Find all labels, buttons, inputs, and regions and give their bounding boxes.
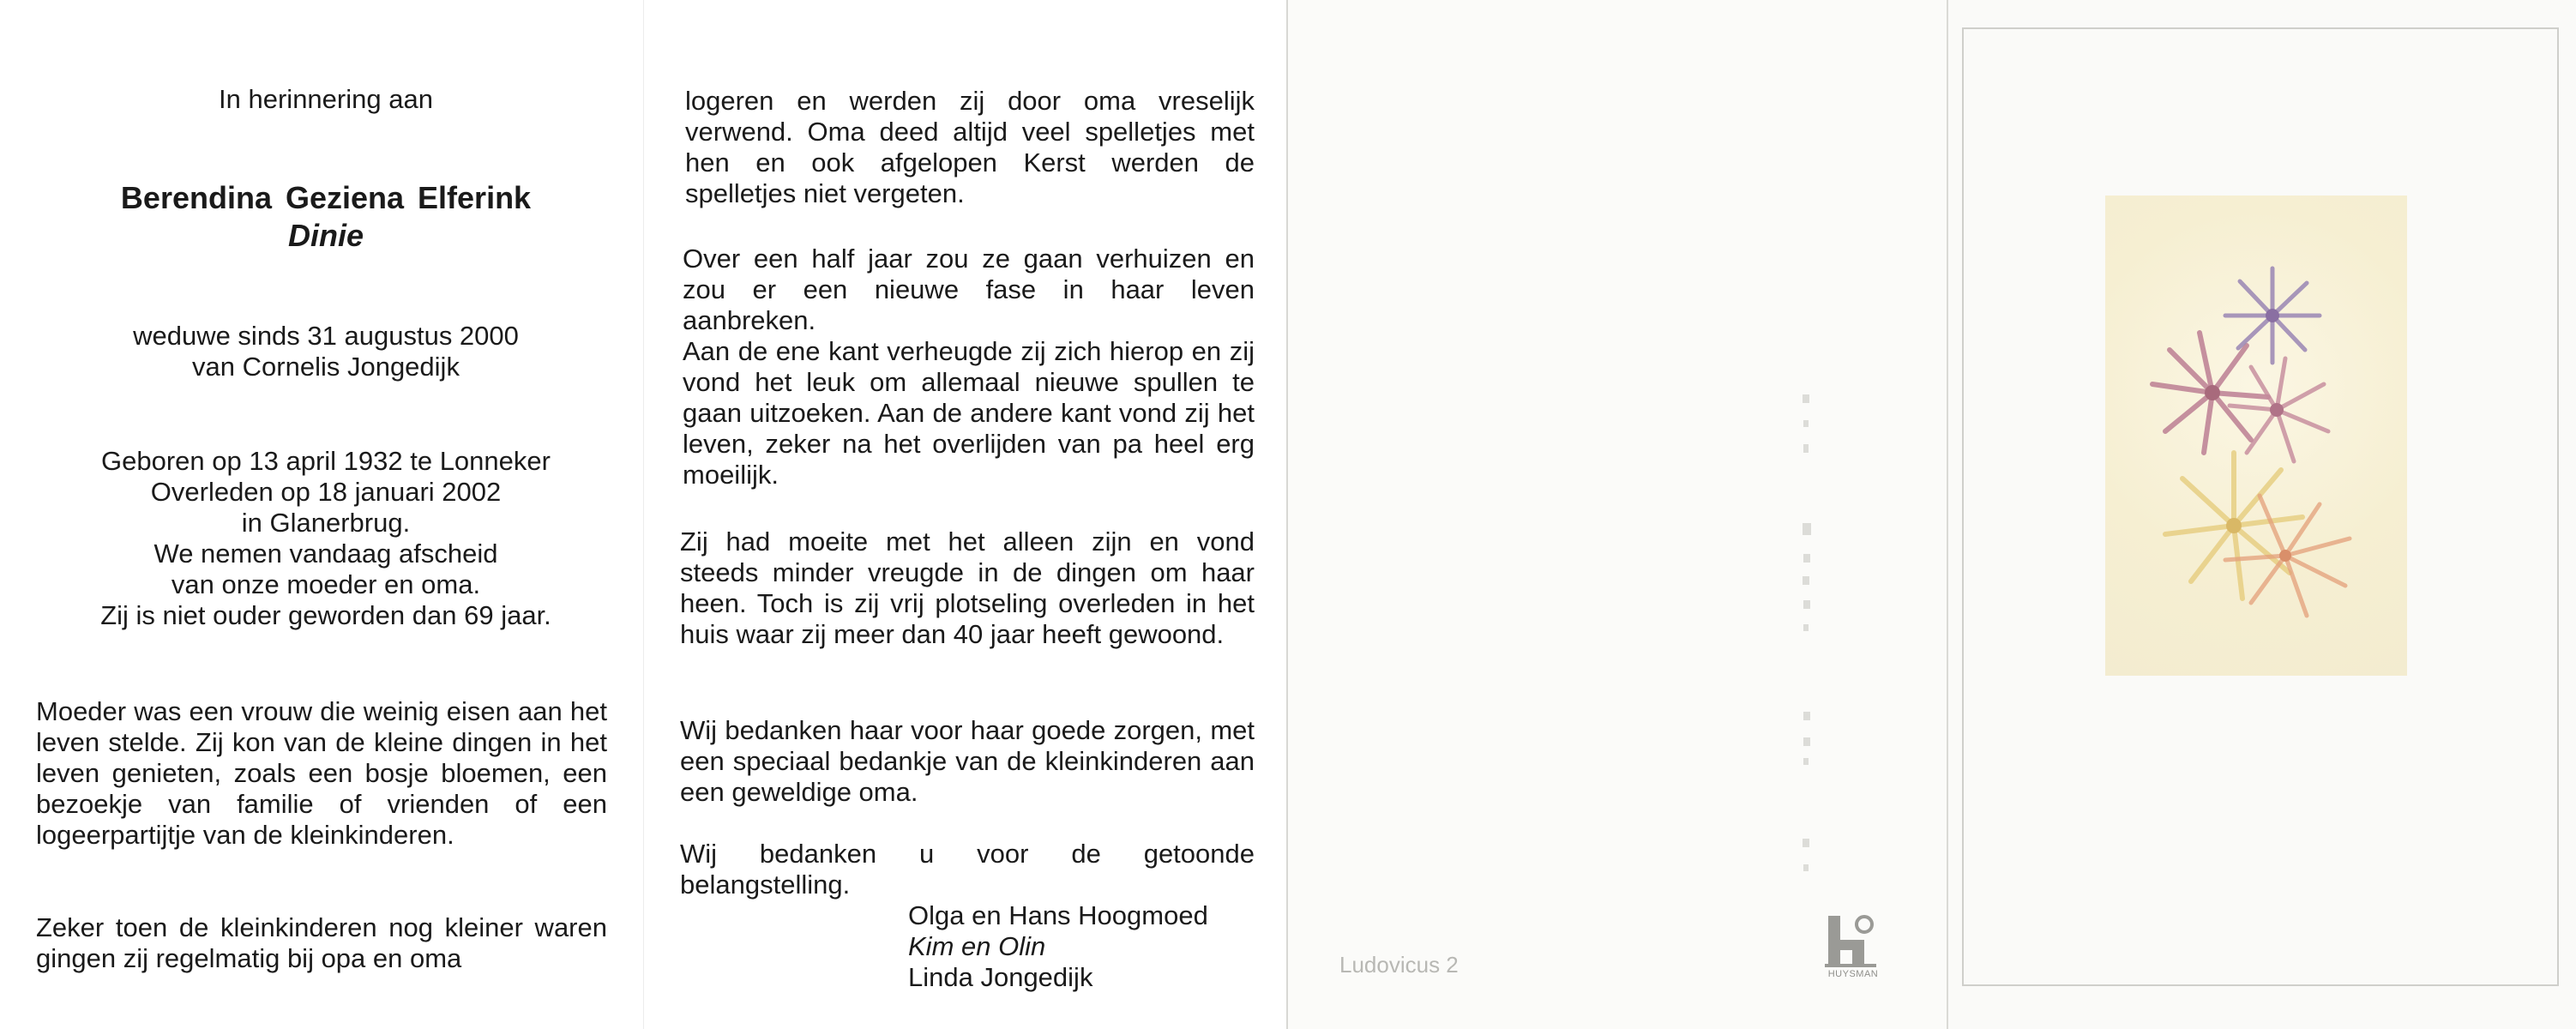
design-name: Ludovicus 2 (1339, 952, 1459, 978)
deceased-name: Berendina Geziena Elferink (120, 180, 532, 215)
widow-line-1: weduwe sinds 31 augustus 2000 (133, 321, 519, 351)
farewell-line-1: We nemen vandaag afscheid (153, 539, 498, 569)
born-line: Geboren op 13 april 1932 te Lonneker (101, 446, 551, 476)
body-paragraph: Zij had moeite met het alleen zijn en vond steeds minder vreugde in de dingen om haar heen. Toch is zij vrij plotseling overleden in het huis waar zij meer dan 40 jaar heeft gewoond. (680, 527, 1255, 649)
card-left-page (0, 0, 643, 1029)
body-paragraph: Zeker toen de kleinkinderen nog kleiner waren gingen zij regelmatig bij opa en oma (36, 912, 607, 973)
flower-illustration (2105, 196, 2407, 676)
died-line-1: Overleden op 18 januari 2002 (150, 477, 502, 507)
heading: In herinnering aan (219, 84, 433, 114)
body-paragraph: Wij bedanken u voor de getoonde belangstelling. (680, 839, 1255, 900)
body-paragraph: logeren en werden zij door oma vreselijk verwend. Oma deed altijd veel spelletjes met hen en ook afgelopen Kerst werden de spelletjes niet vergeten. (685, 86, 1255, 208)
widow-line-2: van Cornelis Jongedijk (192, 352, 460, 382)
signature-line-3: Linda Jongedijk (908, 962, 1093, 992)
logo-text: HUYSMAN (1827, 969, 1879, 979)
card-back-blank (1286, 0, 1947, 1029)
card-right-page (643, 0, 1286, 1029)
body-paragraph: Aan de ene kant verheugde zij zich hierop en zij vond het leuk om allemaal nieuwe spullen te gaan uitzoeken. Aan de andere kant vond zij het leven, zeker na het overlijden van pa heel erg moeilijk. (683, 336, 1255, 490)
body-paragraph: Over een half jaar zou ze gaan verhuizen en zou er een nieuwe fase in haar leven aanbreken. (683, 244, 1255, 335)
show-through-marks (1777, 394, 1828, 909)
age-line: Zij is niet ouder geworden dan 69 jaar. (100, 600, 551, 630)
deceased-nickname: Dinie (287, 218, 364, 253)
farewell-line-2: van onze moeder en oma. (171, 569, 481, 599)
body-paragraph: Moeder was een vrouw die weinig eisen aan het leven stelde. Zij kon van de kleine dingen in het leven genieten, zoals een bosje bloemen, een bezoekje van familie of vrienden of een logeerpartijtje van de kleinkinderen. (36, 696, 607, 850)
died-line-2: in Glanerbrug. (241, 508, 411, 538)
body-paragraph: Wij bedanken haar voor haar goede zorgen, met een speciaal bedankje van de kleinkinderen aan een geweldige oma. (680, 715, 1255, 807)
signature-line-2: Kim en Olin (908, 931, 1046, 961)
huysman-logo (1823, 914, 1883, 986)
signature-line-1: Olga en Hans Hoogmoed (908, 900, 1208, 930)
